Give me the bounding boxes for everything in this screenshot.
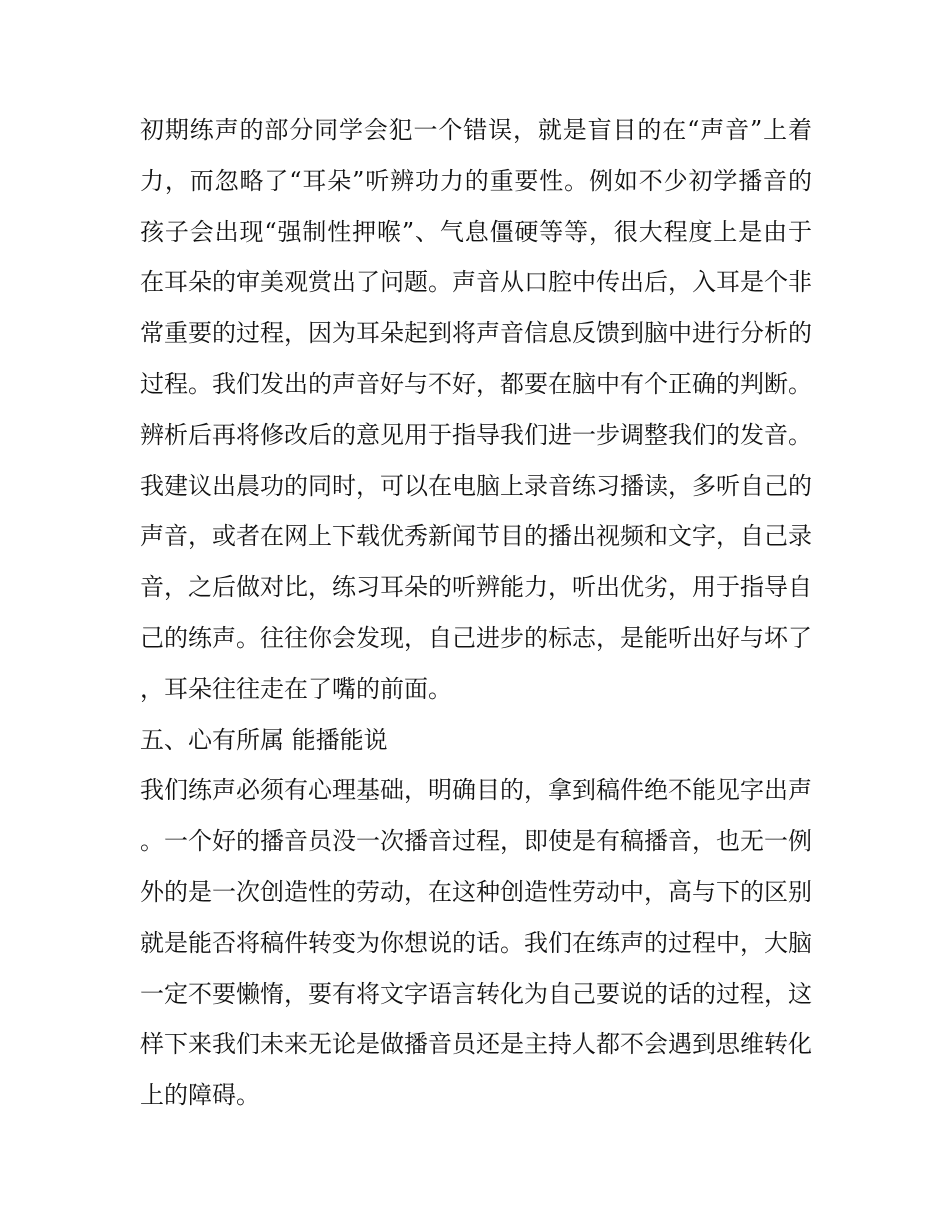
paragraph-mental-basis: 我们练声必须有心理基础，明确目的，拿到稿件绝不能见字出声。一个好的播音员没一次播音过程，即使是有稿播音，也无一例外的是一次创造性的劳动，在这种创造性劳动中，高与下的区别就是能否将稿件转变为你想说的话。我们在练声的过程中，大脑一定不要懒惰，要有将文字语言转化为自己要说的话的过程，这样下来我们未来无论是做播音员还是主持人都不会遇到思维转化上的障碍。 bbox=[140, 776, 812, 1110]
document-body bbox=[140, 105, 812, 1121]
paragraph-ear-training: 初期练声的部分同学会犯一个错误，就是盲目的在“声音”上着力，而忽略了“耳朵”听辨功力的重要性。例如不少初学播音的孩子会出现“强制性押喉”、气息僵硬等等，很大程度上是由于在耳朵的审美观赏出了问题。声音从口腔中传出后，入耳是个非常重要的过程，因为耳朵起到将声音信息反馈到脑中进行分析的过程。我们发出的声音好与不好，都要在脑中有个正确的判断。辨析后再将修改后的意见用于指导我们进一步调整我们的发音。我建议出晨功的同时，可以在电脑上录音练习播读，多听自己的声音，或者在网上下载优秀新闻节目的播出视频和文字，自己录音，之后做对比，练习耳朵的听辨能力，听出优劣，用于指导自己的练声。往往你会发现，自己进步的标志，是能听出好与坏了，耳朵往往走在了嘴的前面。 bbox=[140, 116, 812, 703]
section-heading-five: 五、心有所属 能播能说 bbox=[140, 725, 388, 754]
